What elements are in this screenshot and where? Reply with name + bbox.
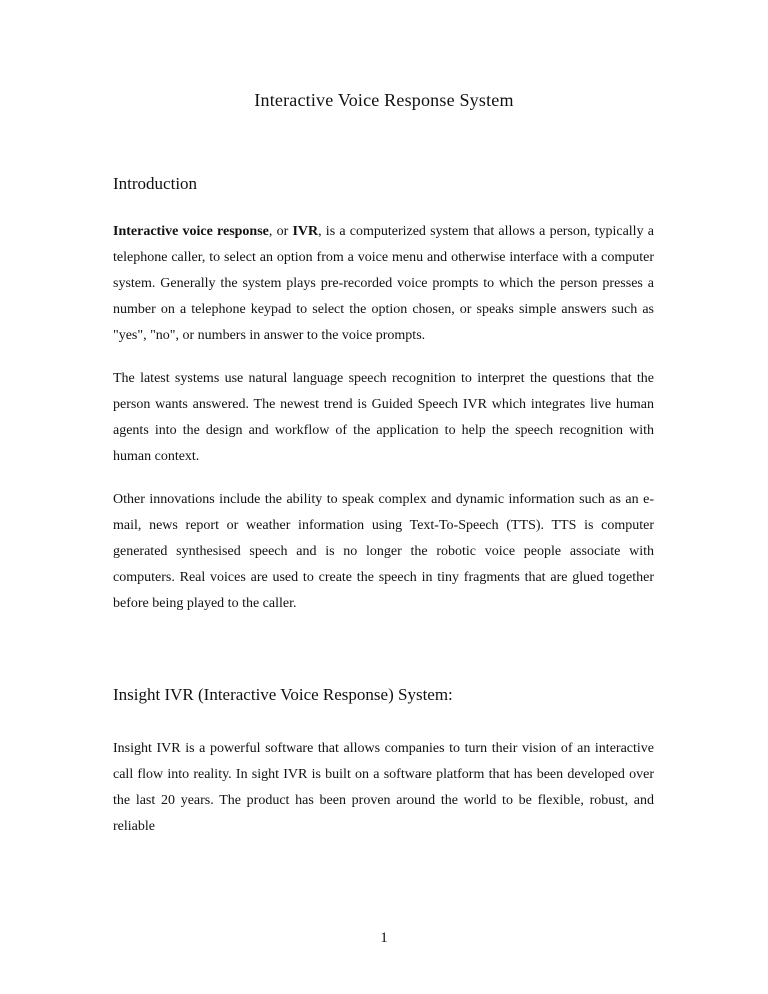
page-number: 1 <box>380 930 388 946</box>
insight-ivr-heading: Insight IVR (Interactive Voice Response) System: <box>113 685 453 704</box>
introduction-paragraph-3: Other innovations include the ability to speak complex and dynamic information such as an e-mail, news report or weather information using Text-To-Speech (TTS). TTS is computer generated synthesised speech and is no longer the robotic voice people associate with computers. Real voices are used to create the speech in tiny fragments that are glued together before being played to the caller. <box>113 492 654 611</box>
introduction-paragraph-1 <box>113 219 654 349</box>
paragraph-1-text: , is a computerized system that allows a person, typically a telephone caller, to select an option from a voice menu and otherwise interface with a computer system. Generally the system plays pre-recorded voice prompts to which the person presses a number on a telephone keypad to select the option chosen, or speaks simple answers such as "yes", "no", or numbers in answer to the voice prompts. <box>113 224 654 343</box>
insight-ivr-paragraph: Insight IVR is a powerful software that allows companies to turn their vision of an interactive call flow into reality. In sight IVR is built on a software platform that has been developed over the last 20 years. The product has been proven around the world to be flexible, robust, and reliable <box>113 741 654 834</box>
term-interactive-voice-response: Interactive voice response <box>113 224 269 239</box>
introduction-heading: Introduction <box>113 174 198 193</box>
document-title: Interactive Voice Response System <box>254 90 514 110</box>
introduction-paragraph-2: The latest systems use natural language speech recognition to interpret the questions that the person wants answered. The newest trend is Guided Speech IVR which integrates live human agents into the design and workflow of the application to help the speech recognition with human context. <box>113 371 654 464</box>
term-separator: , or <box>268 224 293 239</box>
term-ivr: IVR <box>292 224 319 239</box>
